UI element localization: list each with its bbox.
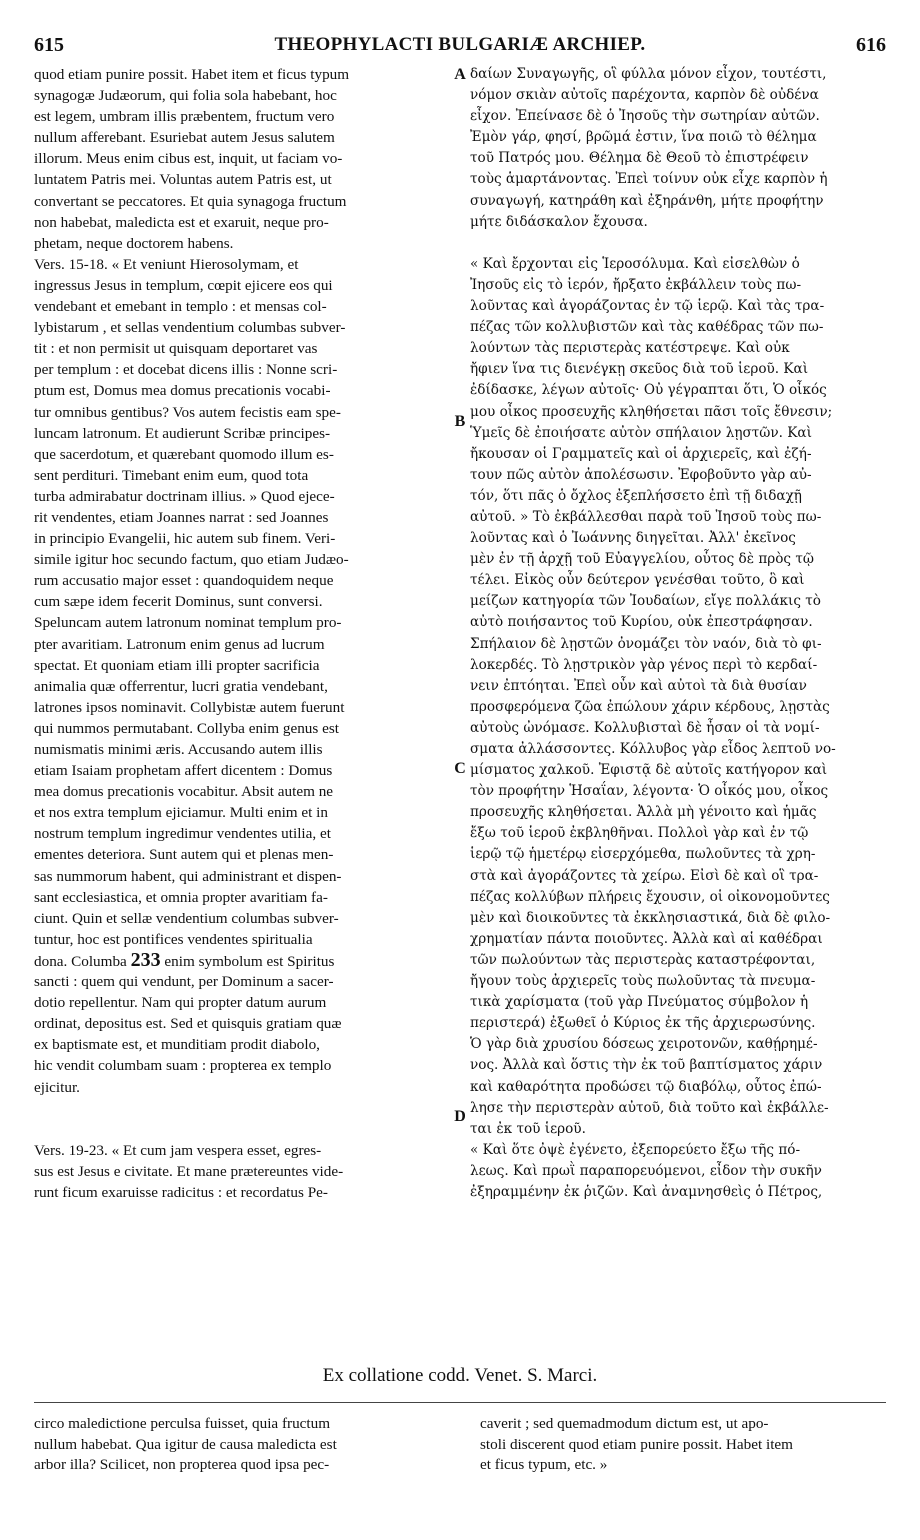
latin-text-line: quod etiam punire possit. Habet item et ficus typum: [34, 66, 350, 83]
latin-text-line: sus est Jesus e civitate. Et mane prætereuntes vide-: [34, 1162, 344, 1180]
greek-text-line: χρηματίαν πάντα ποιοῦντες. Ἀλλὰ καὶ αἱ καθέδραι: [470, 930, 823, 947]
greek-text-line: προσευχῆς κληθήσεται. Ἀλλὰ μὴ γένοιτο καὶ ἡμᾶς: [470, 804, 817, 821]
latin-text-line: Vers. 19-23. « Et cum jam vespera esset, egres-: [34, 1141, 322, 1159]
latin-text-line: simile igitur hoc secundo factum, quo etiam Judæo-: [34, 551, 349, 569]
greek-text-line: νειν ἐπτόηται. Ἐπεὶ οὖν καὶ αὐτοὶ τὰ διὰ θυσίαν: [470, 677, 807, 694]
footnote-line: arbor illa? Scilicet, non propterea quod ipsa pec-: [34, 1456, 330, 1474]
greek-text-line: ἤκουσαν οἱ Γραμματεῖς καὶ οἱ ἀρχιερεῖς, καὶ ἐζή-: [470, 445, 812, 462]
latin-text-line: illorum. Meus enim cibus est, inquit, ut faciam vo-: [34, 150, 343, 168]
greek-text-line: καὶ καθαρότητα προδώσει τῷ διαβόλῳ, οὗτος ἐπώ-: [470, 1078, 822, 1095]
latin-text-line: runt ficum exaruisse radicitus : et recordatus Pe-: [34, 1183, 328, 1201]
footnote-line: nullum habebat. Qua igitur de causa maledicta est: [34, 1435, 337, 1453]
latin-text-line: sant ecclesiastica, et omnia propter avaritiam fa-: [34, 888, 328, 906]
latin-text-line: tit : et non permisit ut quisquam deportaret vas: [34, 340, 318, 358]
greek-text-line: αὐτὸ ποιήσαντος τοῦ Κυρίου, οὐκ ἐπεστράφησαν.: [470, 614, 813, 631]
latin-line-text: dona. Columba: [34, 952, 131, 970]
latin-text-line: in principio Evangelii, hic autem sub finem. Veri-: [34, 530, 336, 548]
greek-text-line: περιστερά) ἐξωθεῖ ὁ Κύριος ἐκ τῆς ἀρχιερωσύνης.: [470, 1015, 816, 1032]
footnote-line: stoli discerent quod etiam punire possit. Habet item: [480, 1435, 793, 1453]
greek-text-line: μου οἶκος προσευχῆς κληθήσεται πᾶσι τοῖς ἔθνεσιν;: [470, 403, 833, 420]
greek-text-line: ἱερῷ τῷ ἡμετέρῳ εἰσερχόμεθα, πωλοῦντες τὰ χρη-: [470, 846, 816, 863]
greek-text-line: στὰ καὶ ἀγοράζοντες τὰ χείρω. Εἰσὶ δὲ καὶ οἳ τρα-: [470, 867, 819, 884]
latin-text-line: qui nummos permutabant. Collyba enim genus est: [34, 719, 339, 737]
latin-text-line: latrones ipsos nominavit. Collybistæ autem fuerunt: [34, 698, 345, 716]
greek-text-line: μὲν καὶ διοικοῦντες τὰ ἐκκλησιαστικά, διὰ δὲ φιλο-: [470, 909, 831, 926]
latin-text-line: luncam latronum. Et audierunt Scribæ principes-: [34, 424, 331, 442]
latin-text-line: rum accusatio major esset : quandoquidem neque: [34, 572, 334, 590]
latin-block: [34, 1140, 452, 1203]
bottom-right-column: [480, 1414, 886, 1476]
greek-text-line: ἔξω τοῦ ἱεροῦ ἐκβληθῆναι. Πολλοὶ γὰρ καὶ ἐν τῷ: [470, 825, 809, 842]
greek-text-line: νος. Ἀλλὰ καὶ ὅστις τὴν ἐκ τοῦ βαπτίσματος χάριν: [470, 1057, 823, 1074]
latin-text-line: ingressus Jesus in templum, cœpit ejicere eos qui: [34, 276, 333, 294]
greek-text-line: λοῦντας καὶ ὁ Ἰωάννης διηγεῖται. Ἀλλ' ἐκεῖνος: [470, 530, 796, 547]
latin-text-line: per templum : et docebat dicens illis : Nonne scri-: [34, 361, 338, 379]
latin-text-line: vendebant et emebant in templo : et mensas col-: [34, 298, 327, 316]
left-page-number: 615: [34, 34, 64, 56]
greek-text-line: τὸν προφήτην Ἡσαΐαν, λέγοντα· Ὁ οἶκός μου, οἶκος: [470, 783, 829, 800]
latin-text-line: que sacerdotum, et quærebant quomodo illum es-: [34, 445, 334, 463]
latin-text-line: synagogæ Judæorum, qui folia sola habebant, hoc: [34, 87, 337, 105]
latin-text-line: sent perdituri. Timebant enim eum, quod tota: [34, 466, 309, 484]
latin-text-line: etiam Isaiam prophetam affert dicentem : Domus: [34, 762, 333, 780]
latin-text-line: ejicitur.: [34, 1078, 80, 1096]
greek-text-line: λεως. Καὶ πρωῒ παραπορευόμενοι, εἶδον τὴν συκῆν: [470, 1162, 822, 1179]
latin-text-line: ordinat, depositus est. Sed et quisquis gratiam quæ: [34, 1015, 342, 1033]
greek-text-line: Ἐμὸν γάρ, φησί, βρῶμά ἐστιν, ἵνα ποιῶ τὸ θέλημα: [470, 129, 817, 146]
greek-text-line: Ἰησοῦς εἰς τὸ ἱερόν, ἤρξατο ἐκβάλλειν τοὺς πω-: [470, 276, 802, 293]
latin-text-line: turba admirabatur doctrinam illius. » Quod ejece-: [34, 487, 335, 505]
latin-text-line: phetam, neque doctorem habens.: [34, 234, 234, 252]
greek-text-line: δαίων Συναγωγῆς, οἳ φύλλα μόνον εἶχον, τουτέστι,: [470, 66, 827, 82]
greek-text-line: συναγωγή, κατηράθη καὶ ἐξηράνθη, μήτε προφήτην: [470, 192, 824, 209]
greek-text-line: τουν πῶς αὐτὸν ἀπολέσωσιν. Ἐφοβοῦντο γὰρ αὐ-: [470, 466, 812, 483]
latin-text-line: sas nummorum habent, qui administrant et dispen-: [34, 867, 342, 885]
greek-text-line: ἐδίδασκε, λέγων αὐτοῖς· Οὐ γέγραπται ὅτι, Ὁ οἶκός: [470, 382, 827, 399]
greek-text-line: μὲν ἐν τῇ ἀρχῇ τοῦ Εὐαγγελίου, οὗτος δὲ πρὸς τῷ: [470, 551, 814, 568]
latin-line-with-number: [34, 950, 452, 971]
latin-text-line: tur omnibus gentibus? Vos autem fecistis eam spe-: [34, 403, 341, 421]
footnote-line: et ficus typum, etc. »: [480, 1456, 608, 1474]
greek-text-line: προσφερόμενα ζῶα ἐπώλουν χάριν κέρδους, λῃστὰς: [470, 698, 830, 715]
column-number: 233: [130, 949, 161, 971]
latin-text-line: nostrum templum ingredimur vendentes utilia, et: [34, 825, 331, 843]
page-header: [34, 34, 886, 58]
latin-text-line: Speluncam autem latronum nominat templum pro-: [34, 614, 342, 632]
latin-text-line: cum sæpe idem fecerit Dominus, sunt conversi.: [34, 593, 323, 611]
greek-text-line: Ὁ γὰρ διὰ χρυσίου δόσεως χειροτονῶν, καθῄρημέ-: [470, 1036, 818, 1053]
greek-text-line: ἤφιεν ἵνα τις διενέγκῃ σκεῦος διὰ τοῦ ἱεροῦ. Καὶ: [470, 361, 809, 378]
latin-text-line: ptum est, Domus mea domus precationis vocabi-: [34, 382, 331, 400]
latin-block: [34, 64, 452, 950]
running-head: THEOPHYLACTI BULGARIÆ ARCHIEP.: [274, 34, 646, 55]
margin-letter-d: D: [454, 1108, 466, 1125]
latin-text-line: nullum afferebant. Esuriebat autem Jesus salutem: [34, 129, 335, 147]
margin-letter-a: A: [454, 66, 466, 83]
greek-text-line: Ὑμεῖς δὲ ἐποιήσατε αὐτὸν σπήλαιον λῃστῶν. Καὶ: [470, 424, 812, 441]
greek-text-line: λούντων τὰς περιστερὰς κατέστρεψε. Καὶ οὐκ: [470, 340, 790, 357]
greek-text-line: τόν, ὅτι πᾶς ὁ ὄχλος ἐξεπλήσσετο ἐπὶ τῇ διδαχῇ: [470, 487, 802, 504]
latin-block: [34, 971, 452, 1098]
greek-text-line: τοῦ Πατρός μου. Θέλημα δὲ Θεοῦ τὸ ἐπιστρέφειν: [470, 150, 809, 167]
greek-text-line: λοῦντας καὶ ἀγοράζοντας ἐν τῷ ἱερῷ. Καὶ τὰς τρα-: [470, 298, 825, 315]
bottom-left-column: [34, 1414, 452, 1476]
latin-text-line: rit vendentes, etiam Joannes narrat : sed Joannes: [34, 508, 329, 526]
greek-text-line: μήτε διδάσκαλον ἔχουσα.: [470, 213, 648, 230]
latin-text-line: ciunt. Quin et sellæ vendentium columbas subver-: [34, 909, 339, 927]
greek-text-line: τικὰ χαρίσματα (τοῦ γὰρ Πνεύματος σύμβολον ἡ: [470, 994, 809, 1011]
latin-text-line: mea domus precationis vocabitur. Absit autem ne: [34, 783, 334, 801]
greek-text-line: ἐξηραμμένην ἐκ ῥιζῶν. Καὶ ἀναμνησθεὶς ὁ Πέτρος,: [470, 1183, 823, 1200]
greek-text-line: πέζας τῶν κολλυβιστῶν καὶ τὰς καθέδρας τῶν πω-: [470, 319, 824, 336]
latin-text-line: tuntur, hoc est pontifices vendentes spiritualia: [34, 930, 313, 948]
margin-letter-b: B: [454, 413, 466, 430]
greek-text-line: λησε τὴν περιστερὰν αὐτοῦ, διὰ τοῦτο καὶ ἐκβάλλε-: [470, 1099, 829, 1116]
greek-text-line: τοὺς ἁμαρτάνοντας. Ἐπεὶ τοίνυν οὐκ εἶχε καρπὸν ἡ: [470, 171, 828, 188]
latin-text-line: lybistarum , et sellas vendentium columbas subver-: [34, 319, 346, 337]
collation-heading: Ex collatione codd. Venet. S. Marci.: [322, 1365, 598, 1386]
footnote-line: caverit ; sed quemadmodum dictum est, ut apo-: [480, 1415, 769, 1432]
latin-text-line: et nos extra templum ejiciamur. Multi enim et in: [34, 804, 328, 822]
greek-text-line: μίσματος χαλκοῦ. Ἐφιστᾷ δὲ αὐτοῖς κατήγορον καὶ: [470, 762, 828, 779]
greek-block: [470, 254, 886, 1140]
greek-block: [470, 1140, 886, 1203]
latin-line-text: enim symbolum est Spiritus: [160, 952, 335, 970]
latin-text-line: non habebat, maledicta est et exaruit, neque pro-: [34, 213, 329, 231]
latin-text-line: animalia quæ offerrentur, lucri gratia vendebant,: [34, 677, 328, 695]
latin-text-line: convertant se peccatores. Et quia synagoga fructum: [34, 192, 347, 210]
greek-text-line: σματα ἀλλάσσοντες. Κόλλυβος γὰρ εἶδος λεπτοῦ νο-: [470, 741, 836, 757]
latin-text-line: ex baptismate est, et munditiam prodit diabolo,: [34, 1036, 320, 1054]
footnote-line: circo maledictione perculsa fuisset, quia fructum: [34, 1415, 331, 1432]
greek-text-line: « Καὶ ἔρχονται εἰς Ἱεροσόλυμα. Καὶ εἰσελθὼν ὁ: [470, 255, 800, 272]
greek-text-line: εἶχον. Ἐπείνασε δὲ ὁ Ἰησοῦς τὴν σωτηρίαν αὐτῶν.: [470, 108, 820, 125]
greek-text-line: νόμον σκιὰν αὐτοῖς παρέχοντα, καρπὸν δὲ οὐδένα: [470, 87, 819, 104]
latin-text-line: ementes deteriora. Sunt autem qui et plenas men-: [34, 846, 334, 864]
right-page-number: 616: [856, 34, 886, 56]
latin-text-line: sancti : quem qui vendunt, per Dominum a sacer-: [34, 973, 334, 991]
greek-text-line: αὐτοῦ. » Τὸ ἐκβάλλεσθαι παρὰ τοῦ Ἰησοῦ τοὺς πω-: [470, 508, 822, 525]
greek-text-line: ἤγουν τοὺς ἀρχιερεῖς τοὺς πωλοῦντας τὰ πνευμα-: [470, 973, 816, 990]
greek-text-line: « Καὶ ὅτε ὀψὲ ἐγένετο, ἐξεπορεύετο ἔξω τῆς πό-: [470, 1141, 801, 1158]
greek-text-line: αὐτοὺς ὠνόμασε. Κολλυβισταὶ δὲ ἦσαν οἱ τὰ νομί-: [470, 719, 820, 736]
greek-text-line: ται ἐκ τοῦ ἱεροῦ.: [470, 1120, 586, 1137]
latin-text-line: spectat. Et quoniam etiam illi propter sacrificia: [34, 656, 320, 674]
greek-text-line: Σπήλαιον δὲ λῃστῶν ὀνομάζει τὸν ναόν, διὰ τὸ φι-: [470, 635, 822, 652]
greek-text-line: μείζων κατηγορία τῶν Ἰουδαίων, εἴγε πολλάκις τὸ: [470, 593, 821, 610]
latin-text-line: dotio repellentur. Nam qui propter datum aurum: [34, 994, 327, 1012]
divider: [34, 1402, 886, 1403]
latin-text-line: pter avaritiam. Latronum enim genus ad lucrum: [34, 635, 325, 653]
greek-text-line: τῶν πωλούντων τὰς περιστερὰς καταστρέφονται,: [470, 951, 816, 968]
greek-column: [470, 64, 886, 1203]
greek-block: [470, 64, 886, 233]
latin-text-line: Vers. 15-18. « Et veniunt Hierosolymam, et: [34, 255, 299, 273]
latin-text-line: est legem, umbram illis præbentem, fructum vero: [34, 108, 335, 126]
greek-text-line: τέλει. Εἰκὸς οὖν δεύτερον γενέσθαι τοῦτο, ὃ καὶ: [470, 572, 805, 589]
latin-text-line: numismatis minimi æris. Accusando autem illis: [34, 741, 323, 758]
margin-letter-c: C: [454, 760, 466, 777]
latin-column: [34, 64, 452, 1203]
latin-text-line: luntatem Patris mei. Voluntas autem Patris est, ut: [34, 171, 332, 189]
greek-text-line: πέζας κολλύβων πλήρεις ἔχουσιν, οἱ οἰκονομοῦντες: [470, 888, 830, 905]
greek-text-line: λοκερδές. Τὸ λῃστρικὸν γὰρ γένος περὶ τὸ κερδαί-: [470, 656, 818, 673]
latin-text-line: hic vendit columbam suam : propterea ex templo: [34, 1057, 332, 1075]
